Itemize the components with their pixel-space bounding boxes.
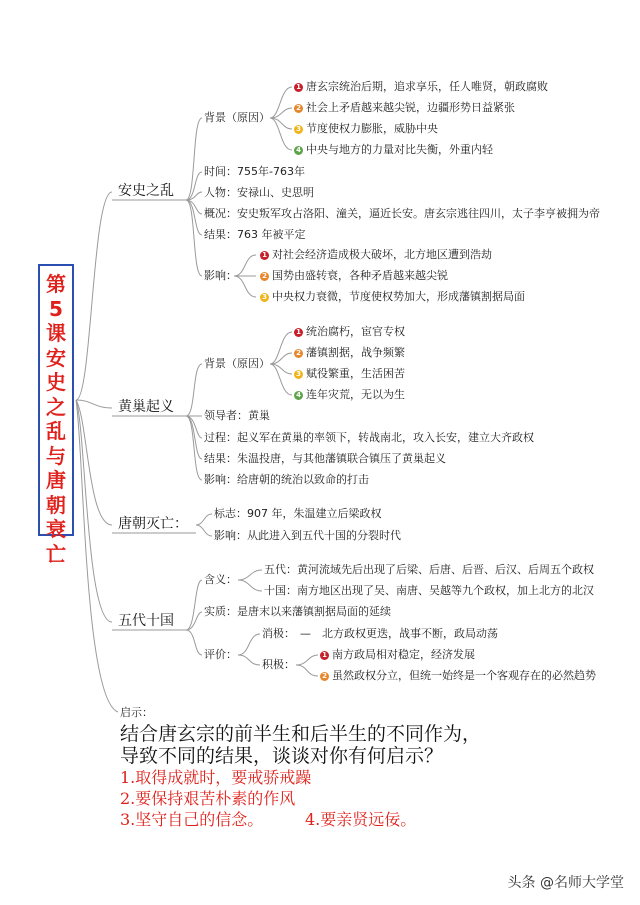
huangchao-leader: 领导者：黄巢	[204, 409, 270, 422]
watermark: 头条 @名师大学堂	[507, 875, 624, 891]
tangfall-impact: 影响：从此进入到五代十国的分裂时代	[214, 529, 401, 542]
huangchao-background-label: 背景（原因）	[204, 357, 270, 370]
anshi-background-label: 背景（原因）	[204, 111, 270, 124]
badge-2: 2	[294, 104, 303, 113]
anshi-overview: 概况：安史叛军攻占洛阳、潼关，逼近长安。唐玄宗逃往四川，太子李亨被拥为帝	[204, 207, 600, 220]
wudai-neg-label: 消极：	[262, 627, 295, 640]
anshi-time: 时间：755年-763年	[204, 165, 305, 178]
tangfall-sign: 标志：907 年，朱温建立后梁政权	[214, 507, 382, 520]
topic-anshi: 安史之乱	[118, 183, 174, 199]
wudai-pos-item-2: 虽然政权分立，但统一始终是一个客观存在的必然趋势	[332, 669, 596, 682]
qishi-answer-1: 1.取得成就时，要戒骄戒躁	[120, 768, 312, 787]
huangchao-result: 结果：朱温投唐，与其他藩镇联合镇压了黄巢起义	[204, 452, 446, 465]
anshi-bg-item-1: 唐玄宗统治后期，追求享乐，任人唯贤，朝政腐败	[306, 80, 548, 93]
qishi-question-2: 导致不同的结果，谈谈对你有何启示？	[120, 745, 444, 767]
anshi-bg-item-3: 节度使权力膨胀，威胁中央	[306, 122, 438, 135]
branch-tangfall-line	[76, 400, 112, 525]
anshi-people: 人物：安禄山、史思明	[204, 186, 314, 199]
huangchao-bg-item-2: 藩镇割据，战争频繁	[306, 346, 405, 359]
huangchao-impact: 影响：给唐朝的统治以致命的打击	[204, 473, 369, 486]
badge-2: 2	[320, 672, 329, 681]
anshi-bg-item-2: 社会上矛盾越来越尖锐，边疆形势日益紧张	[306, 101, 515, 114]
branch-wudai-line	[76, 400, 112, 622]
anshi-impact-label: 影响：	[204, 269, 237, 282]
wudai-ten: 十国：南方地区出现了吴、南唐、吴越等九个政权，加上北方的北汉	[264, 584, 594, 597]
wudai-five: 五代：黄河流域先后出现了后梁、后唐、后晋、后汉、后周五个政权	[264, 563, 594, 576]
badge-2: 2	[260, 272, 269, 281]
anshi-impact-item-3: 中央权力衰微，节度使权势加大，形成藩镇割据局面	[272, 290, 525, 303]
anshi-result: 结果：763 年被平定	[204, 228, 306, 241]
anshi-bg-item-4: 中央与地方的力量对比失衡，外重内轻	[306, 143, 493, 156]
huangchao-process: 过程：起义军在黄巢的率领下，转战南北，攻入长安，建立大齐政权	[204, 431, 534, 444]
badge-1: 1	[294, 83, 303, 92]
badge-4: 4	[294, 146, 303, 155]
lesson-title: 第5课安史之乱与唐朝衰亡	[46, 272, 66, 566]
wudai-neg-dash: —	[300, 627, 311, 640]
topic-huangchao: 黄巢起义	[118, 399, 174, 415]
qishi-answer-3: 3.坚守自己的信念。	[120, 810, 264, 829]
badge-1: 1	[260, 251, 269, 260]
anshi-impact-item-1: 对社会经济造成极大破坏，北方地区遭到浩劫	[272, 248, 492, 261]
qishi-answer-4: 4.要亲贤远佞。	[305, 810, 417, 829]
wudai-pos-label: 积极：	[262, 658, 295, 671]
badge-3: 3	[294, 125, 303, 134]
topic-tang-fall: 唐朝灭亡：	[118, 516, 188, 532]
lesson-title-box	[38, 264, 74, 566]
wudai-neg-text: 北方政权更迭，战事不断，政局动荡	[322, 627, 498, 640]
qishi-question-1: 结合唐玄宗的前半生和后半生的不同作为，	[120, 723, 482, 745]
qishi-answer-2: 2.要保持艰苦朴素的作风	[120, 789, 296, 808]
badge-2: 2	[294, 349, 303, 358]
branch-anshi-line	[76, 192, 112, 400]
huangchao-bg-item-4: 连年灾荒，无以为生	[306, 388, 405, 401]
huangchao-bg-item-3: 赋役繁重，生活困苦	[306, 367, 405, 380]
qishi-label: 启示：	[120, 706, 153, 719]
wudai-pos-item-1: 南方政局相对稳定，经济发展	[332, 648, 475, 661]
huangchao-bg-item-1: 统治腐朽，宦官专权	[306, 325, 405, 338]
wudai-essence: 实质：是唐末以来藩镇割据局面的延续	[204, 605, 391, 618]
wudai-eval-label: 评价：	[204, 648, 237, 661]
badge-4: 4	[294, 391, 303, 400]
branch-huangchao-line	[76, 400, 112, 408]
topic-wudai: 五代十国	[118, 613, 174, 629]
anshi-impact-item-2: 国势由盛转衰，各种矛盾越来越尖锐	[272, 269, 448, 282]
badge-1: 1	[294, 328, 303, 337]
badge-1: 1	[320, 651, 329, 660]
badge-3: 3	[294, 370, 303, 379]
wudai-meaning-label: 含义：	[204, 573, 237, 586]
badge-3: 3	[260, 293, 269, 302]
